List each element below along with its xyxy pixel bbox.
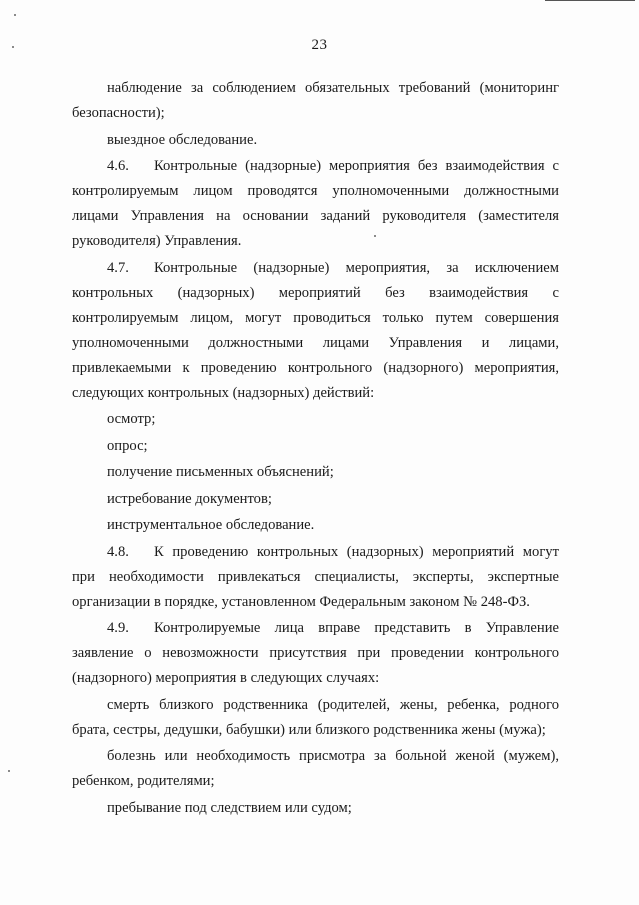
clause-number: 4.8. <box>107 543 129 560</box>
list-item: истребование документов; <box>107 490 272 507</box>
paragraph: наблюдение за соблюдением обязательных требований (мониторинг безопасности); <box>72 80 559 121</box>
clause-number: 4.7. <box>107 259 129 276</box>
top-edge-rule <box>545 0 635 1</box>
list-item: осмотр; <box>107 411 156 427</box>
paragraph: выездное обследование. <box>107 131 258 148</box>
paragraph: болезнь или необходимость присмотра за больной женой (мужем), ребенком, родителями; <box>72 748 559 789</box>
clause-4-7 <box>72 256 559 406</box>
scan-speck <box>8 770 10 772</box>
clause-text: К проведению контрольных (надзорных) мероприятий могут при необходимости привлекаться специалисты, эксперты, экспертные организации в порядке, установленном Федеральным законом № 248-ФЗ. <box>72 543 559 610</box>
clause-number: 4.6. <box>107 158 129 174</box>
scan-speck <box>14 14 16 16</box>
paragraph: пребывание под следствием или судом; <box>107 799 352 816</box>
list-item: опрос; <box>107 437 148 454</box>
clause-text: Контрольные (надзорные) мероприятия без взаимодействия с контролируемым лицом проводятся уполномоченными должностными лицами Управления на основании заданий руководителя (заместителя руководителя) Управления. <box>72 158 559 249</box>
clause-4-6 <box>72 154 559 254</box>
page-number: 23 <box>311 37 328 53</box>
list-item: инструментальное обследование. <box>107 517 315 533</box>
document-body <box>72 76 559 822</box>
paragraph: смерть близкого родственника (родителей, жены, ребенка, родного брата, сестры, дедушки, бабушки) или близкого родственника жены (мужа); <box>72 696 559 738</box>
clause-number: 4.9. <box>107 620 129 636</box>
clause-4-8 <box>72 540 559 615</box>
clause-4-9 <box>72 616 559 691</box>
list-item: получение письменных объяснений; <box>107 464 334 480</box>
clause-text: Контролируемые лица вправе представить в Управление заявление о невозможности присутствия при проведении контрольного (надзорного) мероприятия в следующих случаях: <box>72 620 559 686</box>
clause-text: Контрольные (надзорные) мероприятия, за исключением контрольных (надзорных) мероприятий без взаимодействия с контролируемым лицом, могут проводиться только путем совершения уполномоченными должностными лицами Управления и лицами, привлекаемыми к проведению контрольного (надзорного) мероприятия, следующих контрольных (надзорных) действий: <box>72 259 559 401</box>
